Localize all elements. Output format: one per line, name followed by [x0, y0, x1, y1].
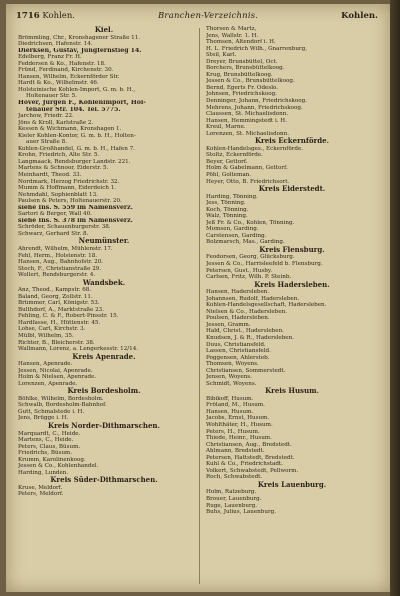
directory-entry: Gutt, Schmalstede i. H. — [18, 408, 85, 415]
directory-entry: Mülbl, Wilhelm, 35. — [18, 333, 74, 340]
directory-entry: Fründ, Ferdinand, Kirchenstr. 30. — [18, 67, 114, 74]
page-header — [16, 10, 378, 22]
directory-entry: auer Straße 8. — [26, 139, 67, 146]
directory-entry: Borchers, Brunsbüttelkoog. — [206, 65, 285, 72]
directory-entry: Thomsen, Altendorf i. H. — [206, 39, 276, 46]
directory-entry: Pöhl, Golteman. — [206, 171, 252, 178]
directory-entry: Bernd, Egerts Fr. Odeslo. — [206, 84, 279, 91]
directory-entry: Jens, Brügge i. H. — [18, 415, 69, 422]
directory-entry: Kuhl & Co., Friedrichstadt. — [206, 461, 283, 468]
directory-entry: Bibikoff, Husum. — [206, 395, 254, 402]
directory-entry: Fröland, M., Husum. — [206, 402, 265, 409]
directory-entry: Jessen & Co., Kohlenhandel. — [18, 463, 99, 470]
directory-entry: Jöns & Kroll, Karlstraße 2. — [18, 119, 94, 126]
directory-entry: Walz, Tönning. — [206, 213, 248, 220]
directory-entry: Brümmer, Carl, Königstr. 53. — [18, 300, 100, 307]
directory-entry: Momsen, Garding. — [206, 226, 259, 233]
directory-entry: Peters, Claus, Büsum. — [18, 443, 81, 450]
directory-entry: Johannsen, Rudolf, Hadersleben. — [206, 295, 300, 302]
directory-entry: Böhlke, Wilhelm, Bordesholm. — [18, 395, 104, 402]
directory-entry: Kruse, Meldorf. — [18, 484, 63, 491]
directory-page — [6, 4, 390, 592]
directory-entry: Dreyer, Brunsbüttel, Oct. — [206, 58, 278, 65]
book-spine — [390, 0, 400, 596]
column-divider — [199, 28, 200, 584]
section-heading: Kreis Hadersleben. — [254, 280, 330, 289]
directory-entry: Steil, Karl. — [206, 52, 237, 59]
directory-entry: Stoltz, Eckernförde. — [206, 152, 263, 159]
directory-entry: Lorenzen, Apenrade. — [18, 380, 78, 387]
directory-entry: Schröder, Schauenburgerstr. 38. — [18, 224, 111, 231]
directory-entry: Krug, Brunsbüttelkoog. — [206, 71, 273, 78]
directory-entry: Ahrendt, Wilhelm, Mühlenstr. 17. — [18, 245, 113, 252]
directory-entry: Dierksen, Gustav, Jungfernstieg 14. — [18, 47, 142, 54]
directory-entry: Nehmdahl, Sophienblatt 13. — [18, 191, 98, 198]
directory-entry: Christiansen, Aug., Bredstedt. — [206, 441, 292, 448]
right-column — [206, 26, 378, 586]
directory-entry: Anz, Theod., Kampstr. 68. — [18, 287, 92, 294]
directory-entry: Hansen, Wilhelm, Eckernförder Str. — [18, 73, 120, 80]
directory-entry: Bulthdorf, A., Marktstraße 23. — [18, 306, 104, 313]
directory-entry: Knudsen, J. & R., Hadersleben. — [206, 334, 294, 341]
directory-entry: Feodorsen, Georg, Glücksburg. — [206, 254, 295, 261]
directory-entry: Jens, Wallstr. 1. H. — [206, 32, 259, 39]
directory-entry: Mehrens, Johann, Friedrichskoog. — [206, 104, 303, 111]
directory-entry: Carlsen, Fritz, Wilh. P. Steinb. — [206, 274, 292, 281]
directory-entry: Wallmann, Lorenz, a. Lengerkesstr. 12/14. — [18, 346, 139, 353]
directory-entry: Hansen, Husum. — [206, 408, 254, 415]
section-heading: Kreis Husum. — [265, 387, 319, 396]
directory-entry: Sartori & Berger, Wall 40. — [18, 211, 92, 218]
directory-entry: Duus, Christiansfeld. — [206, 341, 266, 348]
directory-entry: Petersen, Gust., Husby. — [206, 267, 273, 274]
directory-entry: siehe Ins. S. 378 im Namensverz. — [18, 217, 133, 224]
directory-entry: Hansen, Aug., Bahnhofstr. 20. — [18, 259, 104, 266]
directory-entry: Krumm, Karolinenkoog. — [18, 456, 86, 463]
directory-entry: Kohlen-Großhandel, G. m. b. H., Hafen 7. — [18, 145, 135, 152]
directory-entry: Koch, Tönning. — [206, 206, 249, 213]
directory-entry: Kreul, Marne. — [206, 124, 246, 131]
directory-entry: Johnsen, Friedrichskoog. — [206, 91, 277, 98]
directory-entry: Schmidt, Woyens. — [206, 380, 257, 387]
directory-entry: Marquardt, C., Heide. — [18, 430, 81, 437]
directory-entry: Diedrichsen, Hafenstr. 14. — [18, 41, 93, 48]
directory-entry: Nielsen & Co., Hadersleben. — [206, 308, 288, 315]
directory-entry: Martens, C., Heide. — [18, 437, 74, 444]
directory-entry: Wohlthäter, H., Husum. — [206, 422, 273, 429]
directory-entry: Heyer, Otto, B. Friedrichsort. — [206, 178, 290, 185]
directory-entry: Lorenzen, St. Michaelisdonn. — [206, 130, 289, 137]
directory-entry: tenauer Str. 104. Tel. 5775. — [26, 106, 121, 113]
section-heading: Kreis Bordesholm. — [67, 387, 141, 396]
directory-entry: Kieler Kohlen-Kontor, G. m. b. H., Holten- — [18, 132, 136, 139]
directory-entry: Poggensen, Ahlersteb. — [206, 354, 270, 361]
directory-entry: Jeß Fr. & Co., Kohlen, Tönning. — [206, 219, 295, 226]
directory-entry: Thomsen, Woyens. — [206, 361, 259, 368]
directory-entry: Paulsen & Peters, Holtenauerstr. 20. — [18, 198, 122, 205]
directory-entry: Denninger, Johann, Friedrichskoog. — [206, 98, 307, 105]
directory-entry: Ruge, Lauenburg. — [206, 502, 258, 509]
directory-entry: Lassen, Christiansfeld. — [206, 348, 271, 355]
directory-entry: Holm & Nielsen, Apenrade. — [18, 374, 97, 381]
directory-entry: Friedrichs, Büsum. — [18, 450, 73, 457]
directory-entry: Beyer, Gettorf. — [206, 158, 248, 165]
directory-entry: Holsteinische Kohlen-Import, G. m. b. H., — [18, 86, 136, 93]
directory-entry: Brömmling, Chr., Kronshagener Straße 11. — [18, 34, 141, 41]
directory-entry: Peters, Meldorf. — [18, 491, 64, 498]
directory-entry: Holm, Ratzeburg. — [206, 489, 257, 496]
directory-entry: Kohlen-Handelsges., Eckernförde. — [206, 145, 304, 152]
page-number: 1716 — [16, 11, 40, 21]
directory-entry: Hardt & Ko., Wilhelmstr. 46. — [18, 80, 99, 87]
directory-entry: Jessen, Gramm. — [206, 321, 251, 328]
directory-entry: Krohn, Friedrich, Alte Str. 5. — [18, 152, 100, 159]
directory-entry: Hardfasse, H., Hüttenstr. 45. — [18, 319, 101, 326]
header-left-label: Kohlen. — [42, 11, 76, 21]
directory-entry: Holtenauer Str. 5. — [26, 93, 77, 100]
left-column — [18, 26, 190, 586]
directory-entry: Edelberg, Franz Fr. H. — [18, 54, 82, 61]
directory-entry: Poulsen, Hadersleben. — [206, 315, 270, 322]
directory-entry: Peters, H., Husum. — [206, 428, 260, 435]
directory-entry: Lohse, Carl, Kirchstr. 3. — [18, 326, 86, 333]
directory-entry: Fehling, C. & F., Robert-Pinsstr. 15. — [18, 313, 119, 320]
header-left — [16, 11, 75, 21]
directory-entry: Langmaack, Rendsburger Landstr. 221. — [18, 158, 131, 165]
directory-entry: Hansen, Apenrade. — [18, 361, 73, 368]
directory-entry: Hansen, Hadersleben. — [206, 289, 270, 296]
directory-entry: Brouer, Lauenburg. — [206, 496, 262, 502]
directory-entry: Jensen, Woyens. — [206, 374, 252, 381]
directory-entry: Volkert, Schwabstedt, Pellworm. — [206, 467, 299, 474]
directory-entry: Thorsen & Martz, — [206, 26, 257, 32]
directory-entry: Feddersen & Ko., Hafenstr. 18. — [18, 60, 106, 67]
section-heading: Kreis Flensburg. — [259, 245, 325, 254]
section-heading: Wandsbek. — [82, 278, 126, 287]
directory-entry: Bolzmarsch, Mas., Garding. — [206, 239, 285, 246]
directory-entry: Jessen & Co., Brunsbüttelkoog. — [206, 78, 295, 85]
directory-entry: H. L. Friedrich Wilh., Gnarrenburg, — [206, 45, 307, 52]
directory-entry: Höver, Jürgen F., Kohlenimport, Hol- — [18, 99, 146, 106]
section-heading: Kreis Süder-Dithmarschen. — [50, 476, 158, 485]
directory-entry: Harding, Tönning. — [206, 193, 258, 200]
section-heading: Kreis Eckernförde. — [254, 137, 330, 146]
directory-entry: Hansen, Hemmingstedt i. H. — [206, 117, 287, 124]
directory-entry: Nordmark, Herzog Friedrichstr. 32. — [18, 178, 120, 185]
section-heading: Kreis Lauenburg. — [257, 480, 327, 489]
directory-entry: Jarchow, Friedr. 22. — [18, 113, 74, 120]
directory-entry: Thiede, Heinr., Husum. — [206, 435, 272, 442]
directory-entry: Petersen, Hattstedt, Bredstedt. — [206, 454, 295, 461]
section-heading: Kreis Eiderstedt. — [258, 185, 326, 194]
directory-entry: Fehl, Herm., Holstenstr. 18. — [18, 252, 98, 259]
directory-entry: Baland, Georg, Zollstr. 11. — [18, 293, 93, 300]
directory-entry: Hald, Christ., Hadersleben. — [206, 328, 284, 335]
directory-entry: Harding, Lunden. — [18, 469, 69, 476]
directory-entry: Carstensen, Garding. — [206, 232, 267, 239]
directory-entry: Schwarz, Gerhard Str. 8. — [18, 230, 89, 237]
directory-entry: Jacobs, Ernst, Husum. — [206, 415, 270, 422]
section-heading: Kiel. — [94, 26, 114, 34]
directory-entry: Meinhardt, Theod. 33. — [18, 171, 82, 178]
directory-entry: Stoch, F., Christianstraße 29. — [18, 265, 102, 272]
directory-entry: siehe Ins. S. 559 im Namensverz. — [18, 204, 133, 211]
directory-entry: Holm & Gabelmann, Gettorf. — [206, 165, 288, 172]
directory-entry: Claussen, St. Michaelisdonn. — [206, 111, 289, 118]
directory-entry: Kessen & Wichmann, Kronshagen 1. — [18, 126, 122, 133]
directory-entry: Jessen, Nicolai, Apenrade. — [18, 367, 93, 374]
directory-entry: Richter, B., Bleicherstr. 38. — [18, 339, 95, 346]
directory-entry: Mumm & Hoffmann, Eiderdeich 1. — [18, 185, 117, 192]
directory-entry: Buhs, Julius, Lauenburg. — [206, 509, 276, 516]
directory-entry: Kohlen-Handelsgesellschaft, Hadersleben. — [206, 302, 327, 309]
directory-entry: Roch, Schwabstedt. — [206, 474, 263, 481]
section-heading: Neumünster. — [78, 237, 130, 246]
directory-entry: Jessen & Co., Harrisleefeld b. Flensburg. — [206, 261, 323, 267]
directory-entry: Ahlmann, Bredstedt. — [206, 448, 265, 455]
section-heading: Kreis Apenrade. — [72, 352, 136, 361]
directory-entry: Schwalb, Bordesholm-Bahnhof. — [18, 402, 107, 409]
directory-entry: Jess, Tönning. — [206, 200, 246, 207]
header-right-label: Kohlen. — [341, 11, 378, 21]
page-title: Branchen-Verzeichnis. — [157, 11, 259, 21]
section-heading: Kreis Norder-Dithmarschen. — [48, 422, 160, 431]
directory-entry: Wollert, Rendsburgerstr. 4. — [18, 272, 96, 279]
directory-entry: Christiansen, Sommerstedt. — [206, 367, 286, 374]
directory-entry: Martens & Schnoor, Eiderstr. 5. — [18, 165, 109, 172]
